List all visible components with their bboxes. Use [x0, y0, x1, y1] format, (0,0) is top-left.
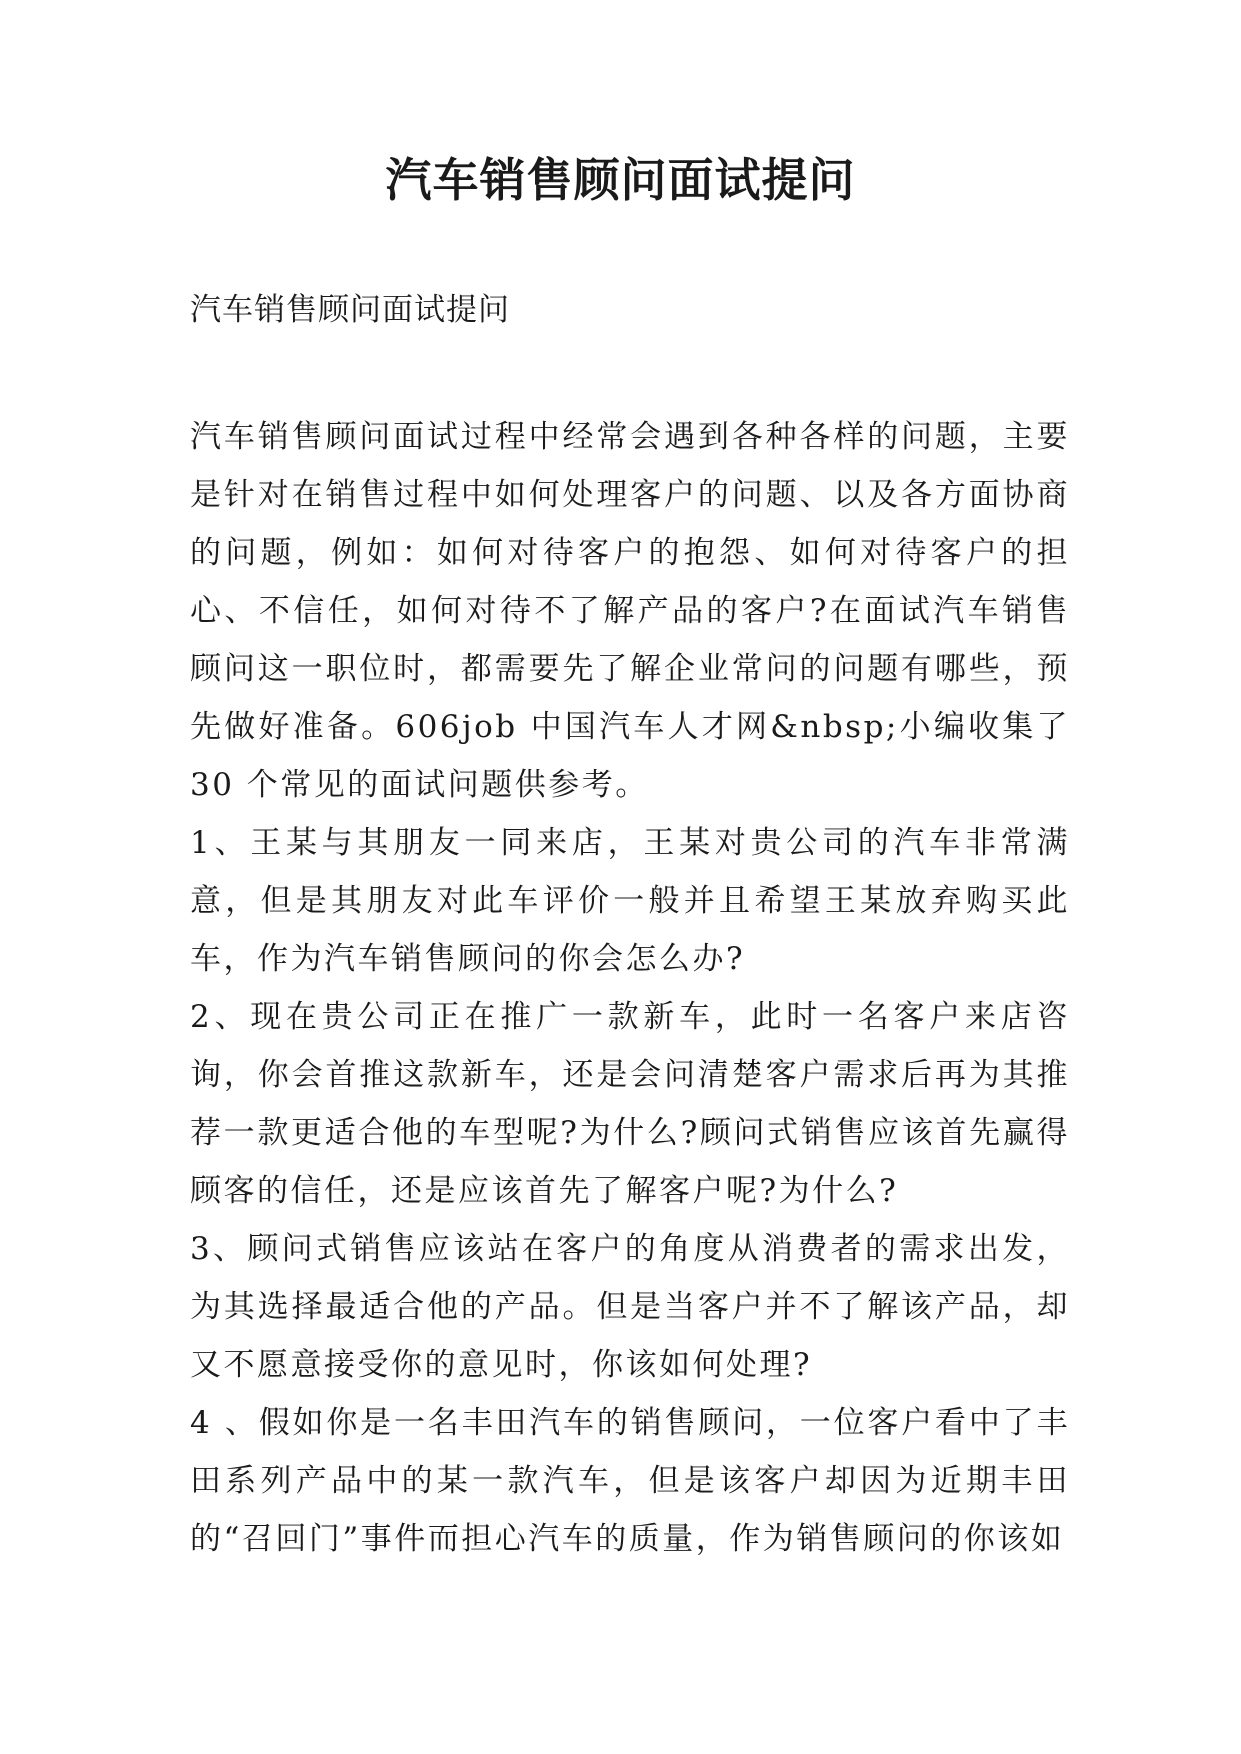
question-2-paragraph: 2、现在贵公司正在推广一款新车，此时一名客户来店咨询，你会首推这款新车，还是会问清楚客户需求后再为其推荐一款更适合他的车型呢?为什么?顾问式销售应该首先赢得顾客的信任，还是应该首先了解客户呢?为什么? [190, 999, 1070, 1209]
question-1-paragraph: 1、王某与其朋友一同来店，王某对贵公司的汽车非常满意，但是其朋友对此车评价一般并且希望王某放弃购买此车，作为汽车销售顾问的你会怎么办? [190, 825, 1070, 977]
question-4-paragraph: 4 、假如你是一名丰田汽车的销售顾问，一位客户看中了丰田系列产品中的某一款汽车，但是该客户却因为近期丰田的“召回门”事件而担心汽车的质量，作为销售顾问的你该如 [190, 1405, 1070, 1557]
document-body [190, 408, 1070, 1568]
document-subtitle: 汽车销售顾问面试提问 [190, 292, 510, 328]
question-3-paragraph: 3、顾问式销售应该站在客户的角度从消费者的需求出发，为其选择最适合他的产品。但是当客户并不了解该产品，却又不愿意接受你的意见时，你该如何处理? [190, 1231, 1070, 1383]
intro-paragraph: 汽车销售顾问面试过程中经常会遇到各种各样的问题，主要是针对在销售过程中如何处理客户的问题、以及各方面协商的问题，例如：如何对待客户的抱怨、如何对待客户的担心、不信任，如何对待不了解产品的客户?在面试汽车销售顾问这一职位时，都需要先了解企业常问的问题有哪些，预先做好准备。606job 中国汽车人才网&nbsp;小编收集了 30 个常见的面试问题供参考。 [190, 419, 1070, 803]
document-title: 汽车销售顾问面试提问 [385, 153, 856, 207]
